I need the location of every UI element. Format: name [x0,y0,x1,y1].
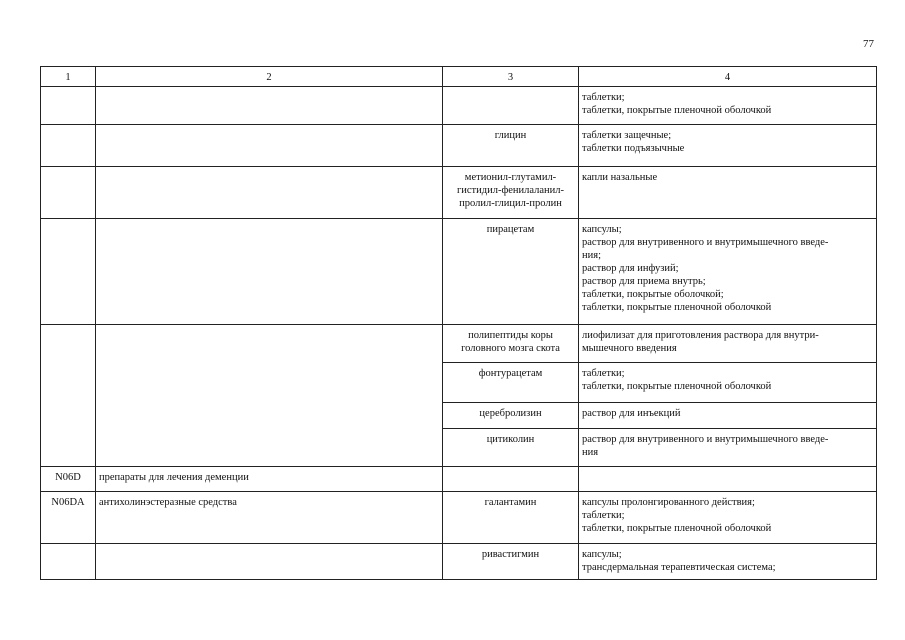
drug-table [40,66,877,580]
atc-code-cell [41,87,96,125]
dosage-form-line: ния [582,447,599,458]
table-row [41,467,877,492]
atc-code-cell: N06DA [41,492,96,544]
atc-code-cell [41,125,96,167]
table-row [41,87,877,125]
dosage-form-line: раствор для инфузий; [582,263,679,274]
dosage-forms-cell [579,167,877,219]
group-cell [96,167,443,219]
dosage-form-line: таблетки; [582,92,625,103]
column-header: 2 [96,67,443,87]
drug-name: метионил-глутамил- [464,172,557,183]
dosage-forms-cell [579,467,877,492]
drug-name-cell [443,403,579,429]
atc-code-cell [41,167,96,219]
drug-name-cell [443,492,579,544]
drug-name: церебролизин [479,408,542,419]
dosage-form-line: капсулы; [582,224,622,235]
dosage-form-line: таблетки, покрытые пленочной оболочкой [582,302,772,313]
drug-name: цитиколин [486,434,535,445]
column-header: 1 [41,67,96,87]
drug-name-cell [443,467,579,492]
drug-name-cell [443,125,579,167]
dosage-form-line: капсулы пролонгированного действия; [582,497,755,508]
column-header: 4 [579,67,877,87]
dosage-forms-cell [579,492,877,544]
drug-name: фонтурацетам [478,368,543,379]
drug-name-cell [443,167,579,219]
dosage-form-line: капсулы; [582,549,622,560]
drug-name: полипептиды коры [468,330,553,341]
dosage-forms-cell [579,363,877,403]
dosage-form-line: таблетки, покрытые пленочной оболочкой [582,105,772,116]
group-cell [96,87,443,125]
drug-name-cell [443,325,579,363]
drug-name: галантамин [484,497,537,508]
group-cell [96,125,443,167]
column-header: 3 [443,67,579,87]
table-row [41,125,877,167]
atc-code-cell [41,544,96,580]
group-cell [96,544,443,580]
dosage-forms-cell [579,219,877,325]
table-row [41,492,877,544]
atc-code-cell: N06D [41,467,96,492]
dosage-form-line: раствор для внутривенного и внутримышечного введе- [582,434,829,445]
dosage-form-line: раствор для приема внутрь; [582,276,706,287]
drug-name-cell [443,429,579,467]
table-row [41,325,877,363]
atc-code-cell [41,325,96,467]
drug-name: ривастигмин [481,549,540,560]
drug-name: глицин [494,130,527,141]
drug-name-cell [443,87,579,125]
group-cell [96,219,443,325]
drug-name: пирацетам [486,224,535,235]
table-row [41,219,877,325]
dosage-form-line: таблетки; [582,510,625,521]
drug-name-cell [443,219,579,325]
dosage-form-line: капли назальные [582,172,658,183]
table-row [41,544,877,580]
dosage-form-line: раствор для внутривенного и внутримышечного введе- [582,237,829,248]
drug-name: головного мозга скота [461,343,560,354]
dosage-form-line: таблетки; [582,368,625,379]
dosage-form-line: ния; [582,250,601,261]
page-number: 77 [863,38,874,50]
dosage-form-line: таблетки, покрытые оболочкой; [582,289,724,300]
dosage-forms-cell [579,125,877,167]
dosage-form-line: таблетки, покрытые пленочной оболочкой [582,381,772,392]
table-header-row [41,67,877,87]
dosage-form-line: раствор для инъекций [582,408,681,419]
dosage-forms-cell [579,87,877,125]
drug-name: пролил-глицил-пролин [459,198,562,209]
dosage-forms-cell [579,544,877,580]
dosage-forms-cell [579,429,877,467]
dosage-form-line: таблетки подъязычные [582,143,685,154]
group-cell [96,325,443,467]
drug-name-cell [443,363,579,403]
dosage-forms-cell [579,325,877,363]
table-row [41,167,877,219]
dosage-form-line: трансдермальная терапевтическая система; [582,562,776,573]
dosage-form-line: таблетки, покрытые пленочной оболочкой [582,523,772,534]
dosage-form-line: мышечного введения [582,343,677,354]
drug-name-cell [443,544,579,580]
group-cell: антихолинэстеразные средства [96,492,443,544]
drug-name: гистидил-фенилаланил- [456,185,565,196]
dosage-forms-cell [579,403,877,429]
dosage-form-line: таблетки защечные; [582,130,672,141]
group-cell: препараты для лечения деменции [96,467,443,492]
atc-code-cell [41,219,96,325]
dosage-form-line: лиофилизат для приготовления раствора для внутри- [582,330,819,341]
